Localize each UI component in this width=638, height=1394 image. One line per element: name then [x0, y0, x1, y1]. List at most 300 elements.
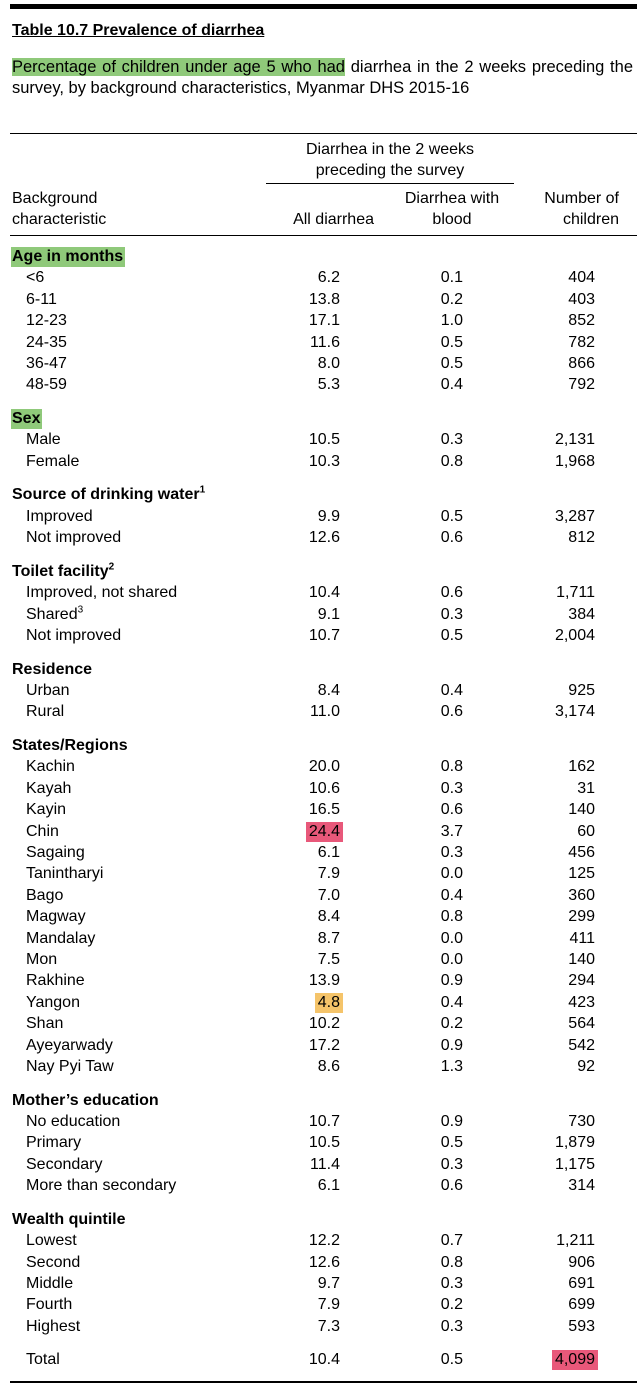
number-of-children-value	[568, 353, 595, 374]
number-of-children-value	[568, 949, 595, 970]
row-label-text: Second	[26, 1253, 81, 1271]
diarrhea-with-blood-value: 0.8	[440, 1253, 463, 1271]
number-of-children-value	[568, 1035, 595, 1056]
diarrhea-with-blood-value: 0.4	[440, 993, 463, 1011]
number-of-children-value	[568, 604, 595, 625]
table-row	[0, 778, 638, 799]
number-of-children-text: 2,131	[554, 431, 595, 449]
number-of-children-value	[568, 885, 595, 906]
row-label-text: Sagaing	[26, 844, 85, 861]
number-of-children-text: 384	[568, 605, 595, 623]
table-row	[0, 310, 638, 331]
row-label-text: Male	[26, 431, 61, 449]
number-of-children-value	[568, 289, 595, 310]
all-diarrhea-text: 12.2	[308, 1232, 340, 1250]
all-diarrhea-value	[309, 970, 340, 991]
table-row	[0, 1252, 638, 1273]
number-of-children-text: 403	[568, 290, 595, 308]
number-of-children-text: 411	[569, 929, 595, 947]
all-diarrhea-text: 13.9	[308, 972, 340, 990]
all-diarrhea-value	[309, 1252, 340, 1273]
diarrhea-with-blood-value: 0.3	[440, 844, 463, 861]
section-heading	[12, 408, 42, 429]
number-of-children-text: 792	[568, 376, 595, 394]
blood-header-line2: blood	[432, 211, 472, 228]
row-label-text: Middle	[26, 1275, 74, 1292]
all-diarrhea-text: 24.4	[306, 822, 343, 842]
row-label-text: Wealth quintile	[12, 1210, 126, 1228]
table-row	[0, 885, 638, 906]
number-of-children-value	[568, 842, 595, 863]
number-of-children-value	[556, 1230, 595, 1251]
number-of-children-text: 140	[568, 801, 595, 819]
table-row	[0, 429, 638, 450]
row-label	[26, 429, 61, 450]
row-label-text: Kayah	[26, 779, 72, 797]
all-diarrhea-value	[309, 1013, 340, 1034]
all-diarrhea-text: 5.3	[317, 376, 340, 394]
all-diarrhea-text: 7.0	[317, 886, 340, 904]
row-label	[26, 863, 103, 884]
table-row	[0, 1056, 638, 1077]
row-label-text: Rakhine	[26, 972, 85, 990]
diarrhea-with-blood-value: 0.3	[440, 1155, 463, 1173]
number-of-children-text: 1,711	[556, 584, 595, 602]
table-row	[0, 928, 638, 949]
all-diarrhea-value	[309, 527, 340, 548]
all-diarrhea-value	[310, 1154, 340, 1175]
number-of-children-text: 1,879	[554, 1134, 595, 1152]
row-label	[26, 949, 57, 970]
number-of-children-value	[568, 756, 595, 777]
diarrhea-with-blood-value: 0.2	[440, 290, 463, 308]
diarrhea-with-blood-value: 3.7	[440, 822, 463, 840]
diarrhea-with-blood-value: 1.0	[440, 312, 463, 330]
all-diarrhea-text: 8.4	[317, 682, 340, 699]
all-diarrhea-text: 17.2	[308, 1036, 340, 1054]
section-heading-row	[0, 561, 638, 582]
all-diarrhea-value	[318, 267, 340, 288]
row-label-text: 24-35	[26, 333, 67, 351]
number-of-children-text: 314	[568, 1177, 595, 1195]
number-of-children-value	[568, 992, 595, 1013]
row-label-text: Age in months	[12, 248, 124, 265]
number-header-line1: Number of	[544, 190, 619, 207]
number-of-children-text: 3,174	[554, 703, 595, 721]
footnote-marker: 2	[108, 561, 115, 573]
section-heading-row	[0, 659, 638, 680]
all-diarrhea-text: 10.4	[308, 1351, 340, 1369]
row-label	[26, 1175, 176, 1196]
all-diarrhea-text: 10.4	[308, 584, 340, 602]
table-row	[0, 906, 638, 927]
row-label	[26, 992, 80, 1013]
diarrhea-with-blood-value: 0.2	[440, 1296, 463, 1314]
diarrhea-with-blood-value: 0.3	[440, 779, 463, 797]
section-heading	[12, 659, 92, 680]
all-diarrhea-value	[309, 451, 340, 472]
diarrhea-with-blood-value: 0.0	[440, 929, 463, 947]
all-diarrhea-value	[318, 374, 340, 395]
number-of-children-text: 730	[568, 1113, 595, 1130]
number-of-children-value	[568, 1316, 595, 1337]
number-of-children-text: 125	[568, 865, 595, 883]
row-label-text: Nay Pyi Taw	[26, 1058, 114, 1075]
all-diarrhea-text: 4.8	[315, 993, 343, 1013]
table-row	[0, 701, 638, 722]
number-of-children-text: 593	[568, 1317, 595, 1335]
table-row	[0, 842, 638, 863]
diarrhea-with-blood-value: 0.0	[440, 865, 463, 883]
diarrhea-with-blood-value: 0.9	[440, 1113, 463, 1130]
table-row	[0, 353, 638, 374]
table-row	[0, 680, 638, 701]
number-of-children-text: 140	[568, 951, 595, 968]
row-label-text: Total	[26, 1351, 60, 1369]
row-label-text: Mother’s education	[12, 1091, 159, 1109]
all-diarrhea-value	[309, 1111, 340, 1132]
number-of-children-value	[555, 701, 595, 722]
all-diarrhea-value	[310, 332, 340, 353]
number-of-children-value	[568, 1111, 595, 1132]
table-row	[0, 1316, 638, 1337]
all-diarrhea-value	[309, 778, 340, 799]
row-label	[26, 374, 67, 395]
row-label	[26, 1013, 63, 1034]
section-heading	[12, 1090, 159, 1111]
all-diarrhea-text: 6.1	[317, 844, 340, 861]
row-label-text: Urban	[26, 682, 70, 699]
all-diarrhea-value	[318, 949, 340, 970]
diarrhea-with-blood-value: 0.3	[440, 605, 463, 623]
number-of-children-text: 360	[568, 886, 595, 904]
description-highlight: Percentage of children under age 5 who had	[12, 58, 345, 76]
diarrhea-with-blood-value: 0.0	[440, 951, 463, 968]
all-diarrhea-text: 12.6	[308, 529, 340, 547]
number-of-children-value	[568, 970, 595, 991]
diarrhea-with-blood-value: 0.4	[440, 682, 463, 699]
row-label-text: Fourth	[26, 1296, 73, 1314]
description-rest: diarrhea in the 2 weeks preceding the survey, by background characteristics, Myanmar DHS 2015-16	[12, 58, 633, 97]
diarrhea-with-blood-value: 0.5	[440, 507, 463, 525]
row-label	[26, 680, 70, 701]
row-label	[26, 353, 67, 374]
row-label-text: Not improved	[26, 529, 122, 547]
diarrhea-with-blood-value: 0.1	[440, 269, 463, 287]
row-label-text: No education	[26, 1113, 121, 1130]
all-diarrhea-value	[318, 604, 340, 625]
number-of-children-value	[555, 451, 595, 472]
number-of-children-value	[568, 799, 595, 820]
row-label-text: Mon	[26, 951, 58, 968]
all-diarrhea-text: 9.7	[317, 1275, 340, 1292]
number-of-children-value	[555, 429, 595, 450]
all-diarrhea-text: 8.6	[317, 1058, 340, 1075]
table-row	[0, 756, 638, 777]
number-of-children-value	[577, 821, 595, 842]
row-label-text: Toilet facility	[12, 562, 109, 580]
table-row	[0, 506, 638, 527]
row-label	[26, 885, 63, 906]
table-row	[0, 1294, 638, 1315]
row-label-text: Improved, not shared	[26, 584, 178, 602]
number-of-children-text: 699	[568, 1296, 595, 1314]
row-label-text: States/Regions	[12, 737, 128, 754]
row-label	[26, 778, 71, 799]
diarrhea-with-blood-value: 0.3	[440, 1317, 463, 1335]
table-row	[0, 1132, 638, 1153]
row-label-text: Mandalay	[26, 929, 96, 947]
number-of-children-value	[568, 1252, 595, 1273]
all-diarrhea-value	[318, 885, 340, 906]
diarrhea-with-blood-value: 0.2	[440, 1015, 463, 1033]
table-row	[0, 267, 638, 288]
all-diarrhea-value	[309, 582, 340, 603]
table-row	[0, 1013, 638, 1034]
number-of-children-value	[552, 1349, 595, 1370]
all-diarrhea-text: 6.1	[317, 1177, 340, 1195]
table-row	[0, 1175, 638, 1196]
row-label-text: Female	[26, 452, 80, 470]
diarrhea-with-blood-value: 0.9	[440, 972, 463, 990]
number-of-children-value	[568, 332, 595, 353]
number-of-children-value	[556, 582, 595, 603]
section-heading-row	[0, 735, 638, 756]
all-diarrhea-text: 6.2	[317, 269, 340, 287]
all-diarrhea-value	[318, 680, 340, 701]
row-label-text: Residence	[12, 660, 93, 678]
diarrhea-with-blood-value: 0.8	[440, 758, 463, 776]
row-label-text: Not improved	[26, 627, 122, 644]
number-header-line2: children	[562, 211, 619, 228]
row-label	[26, 1273, 73, 1294]
row-label-text: Source of drinking water	[12, 486, 200, 504]
row-label-text: Magway	[26, 908, 86, 926]
row-label	[26, 506, 93, 527]
table-row	[0, 289, 638, 310]
section-heading	[12, 735, 128, 756]
row-label	[26, 970, 85, 991]
row-label	[26, 1035, 113, 1056]
number-of-children-text: 4,099	[552, 1350, 598, 1370]
number-of-children-text: 1,968	[554, 452, 595, 470]
column-group-line1: Diarrhea in the 2 weeks	[305, 141, 475, 158]
all-diarrhea-text: 11.0	[310, 703, 340, 721]
row-label-text: Shared	[26, 605, 78, 623]
all-diarrhea-text: 7.9	[317, 1296, 340, 1314]
all-diarrhea-text: 12.6	[308, 1253, 340, 1271]
row-label	[26, 527, 121, 548]
number-of-children-text: 782	[568, 333, 595, 351]
all-diarrhea-value	[318, 353, 340, 374]
all-diarrhea-value	[318, 1316, 340, 1337]
diarrhea-with-blood-value: 0.3	[440, 431, 463, 449]
number-of-children-value	[577, 778, 595, 799]
table-row	[0, 992, 638, 1013]
row-label	[26, 1349, 60, 1370]
table-row	[0, 374, 638, 395]
row-label-text: Secondary	[26, 1155, 103, 1173]
footnote-marker: 3	[77, 604, 84, 616]
row-label	[26, 1132, 81, 1153]
table-bottom-rule	[10, 1381, 637, 1383]
all-diarrhea-text: 17.1	[308, 312, 340, 330]
table-row	[0, 970, 638, 991]
all-diarrhea-text: 16.5	[308, 801, 340, 819]
section-heading	[12, 1209, 125, 1230]
table-row	[0, 1349, 638, 1370]
row-label-text: Highest	[26, 1317, 81, 1335]
all-diarrhea-value	[318, 506, 340, 527]
table-row	[0, 821, 638, 842]
row-label	[26, 1230, 77, 1251]
all-diarrhea-value	[318, 863, 340, 884]
number-of-children-text: 1,175	[554, 1155, 595, 1173]
all-diarrhea-text: 10.2	[308, 1015, 340, 1033]
row-label-text: Sex	[12, 410, 41, 427]
all-diarrhea-text: 10.5	[308, 431, 340, 449]
row-label	[26, 1154, 103, 1175]
diarrhea-with-blood-value: 0.6	[440, 801, 463, 819]
all-diarrhea-value	[310, 701, 340, 722]
diarrhea-with-blood-value: 0.5	[440, 1351, 463, 1369]
all-diarrhea-text: 10.7	[308, 1113, 340, 1130]
number-of-children-text: 852	[568, 312, 595, 330]
all-diarrhea-value	[309, 625, 340, 646]
number-of-children-value	[569, 928, 595, 949]
row-label-text: Primary	[26, 1134, 82, 1152]
section-heading-row	[0, 484, 638, 505]
number-of-children-value	[555, 1154, 595, 1175]
background-header-line2: characteristic	[12, 211, 107, 228]
number-of-children-value	[555, 506, 595, 527]
section-heading-row	[0, 1209, 638, 1230]
number-of-children-text: 1,211	[556, 1232, 595, 1250]
column-group-line2: preceding the survey	[315, 162, 465, 179]
row-label-text: 48-59	[26, 376, 67, 394]
all-diarrhea-value	[309, 756, 340, 777]
diarrhea-with-blood-value: 0.4	[440, 376, 463, 394]
all-diarrhea-header: All diarrhea	[293, 211, 374, 228]
row-label-text: Bago	[26, 886, 64, 904]
diarrhea-with-blood-value: 0.6	[440, 584, 463, 602]
diarrhea-with-blood-value: 0.7	[440, 1232, 463, 1250]
row-label	[26, 928, 95, 949]
section-heading	[12, 561, 114, 582]
diarrhea-with-blood-value: 0.5	[440, 355, 463, 372]
row-label	[26, 756, 75, 777]
number-of-children-text: 162	[568, 758, 595, 776]
number-of-children-value	[555, 625, 595, 646]
row-label	[26, 1252, 80, 1273]
number-of-children-text: 691	[568, 1275, 595, 1292]
all-diarrhea-value	[309, 429, 340, 450]
number-of-children-value	[568, 680, 595, 701]
row-label-text: 6-11	[26, 290, 57, 308]
all-diarrhea-text: 10.5	[308, 1134, 340, 1152]
row-label	[26, 701, 64, 722]
number-of-children-value	[568, 527, 595, 548]
row-label	[26, 1294, 72, 1315]
row-label	[26, 842, 85, 863]
row-label	[26, 1056, 114, 1077]
row-label-text: Yangon	[26, 993, 80, 1011]
number-of-children-text: 294	[568, 972, 595, 990]
row-label-text: <6	[26, 269, 45, 287]
section-heading-row	[0, 246, 638, 267]
row-label	[26, 310, 67, 331]
all-diarrhea-value	[309, 289, 340, 310]
all-diarrhea-text: 10.7	[308, 627, 340, 644]
all-diarrhea-text: 8.4	[317, 908, 340, 926]
table-row	[0, 582, 638, 603]
all-diarrhea-value	[318, 1294, 340, 1315]
diarrhea-with-blood-value: 0.5	[440, 333, 463, 351]
number-of-children-value	[568, 267, 595, 288]
number-of-children-text: 542	[568, 1036, 595, 1054]
row-label	[26, 289, 57, 310]
row-label	[26, 332, 67, 353]
row-label	[26, 1316, 80, 1337]
all-diarrhea-text: 8.7	[317, 929, 340, 947]
all-diarrhea-value	[318, 1175, 340, 1196]
row-label	[26, 799, 66, 820]
row-label-text: Tanintharyi	[26, 865, 104, 883]
number-of-children-text: 299	[568, 908, 595, 926]
number-of-children-value	[577, 1056, 595, 1077]
all-diarrhea-value	[309, 1035, 340, 1056]
diarrhea-with-blood-value: 0.3	[440, 1275, 463, 1292]
number-of-children-value	[568, 1294, 595, 1315]
diarrhea-with-blood-value: 0.4	[440, 886, 463, 904]
all-diarrhea-text: 10.3	[308, 452, 340, 470]
table-row	[0, 332, 638, 353]
table-row	[0, 527, 638, 548]
all-diarrhea-value	[318, 842, 340, 863]
table-row	[0, 863, 638, 884]
diarrhea-with-blood-value: 0.5	[440, 1134, 463, 1152]
row-label-text: Kachin	[26, 758, 75, 776]
row-label	[26, 604, 83, 625]
all-diarrhea-text: 9.9	[317, 507, 340, 525]
section-heading	[12, 484, 205, 505]
all-diarrhea-text: 7.3	[317, 1317, 340, 1335]
all-diarrhea-text: 8.0	[317, 355, 340, 372]
table-row	[0, 604, 638, 625]
row-label-text: 36-47	[26, 355, 67, 372]
row-label	[26, 1111, 120, 1132]
table-row	[0, 1035, 638, 1056]
number-of-children-text: 906	[568, 1253, 595, 1271]
all-diarrhea-value	[309, 1132, 340, 1153]
row-label	[26, 821, 59, 842]
table-row	[0, 1273, 638, 1294]
row-label	[26, 625, 121, 646]
row-label-text: Shan	[26, 1015, 64, 1033]
number-of-children-text: 92	[577, 1058, 595, 1075]
diarrhea-with-blood-value: 0.6	[440, 1177, 463, 1195]
footnote-marker: 1	[199, 485, 206, 497]
number-of-children-text: 564	[568, 1015, 595, 1033]
all-diarrhea-value	[318, 1056, 340, 1077]
table-row	[0, 1154, 638, 1175]
table-title: Table 10.7 Prevalence of diarrhea	[12, 22, 265, 39]
number-of-children-text: 404	[568, 269, 595, 287]
number-of-children-value	[555, 1132, 595, 1153]
diarrhea-with-blood-value: 0.5	[440, 627, 463, 644]
row-label	[26, 906, 86, 927]
section-heading-row	[0, 408, 638, 429]
